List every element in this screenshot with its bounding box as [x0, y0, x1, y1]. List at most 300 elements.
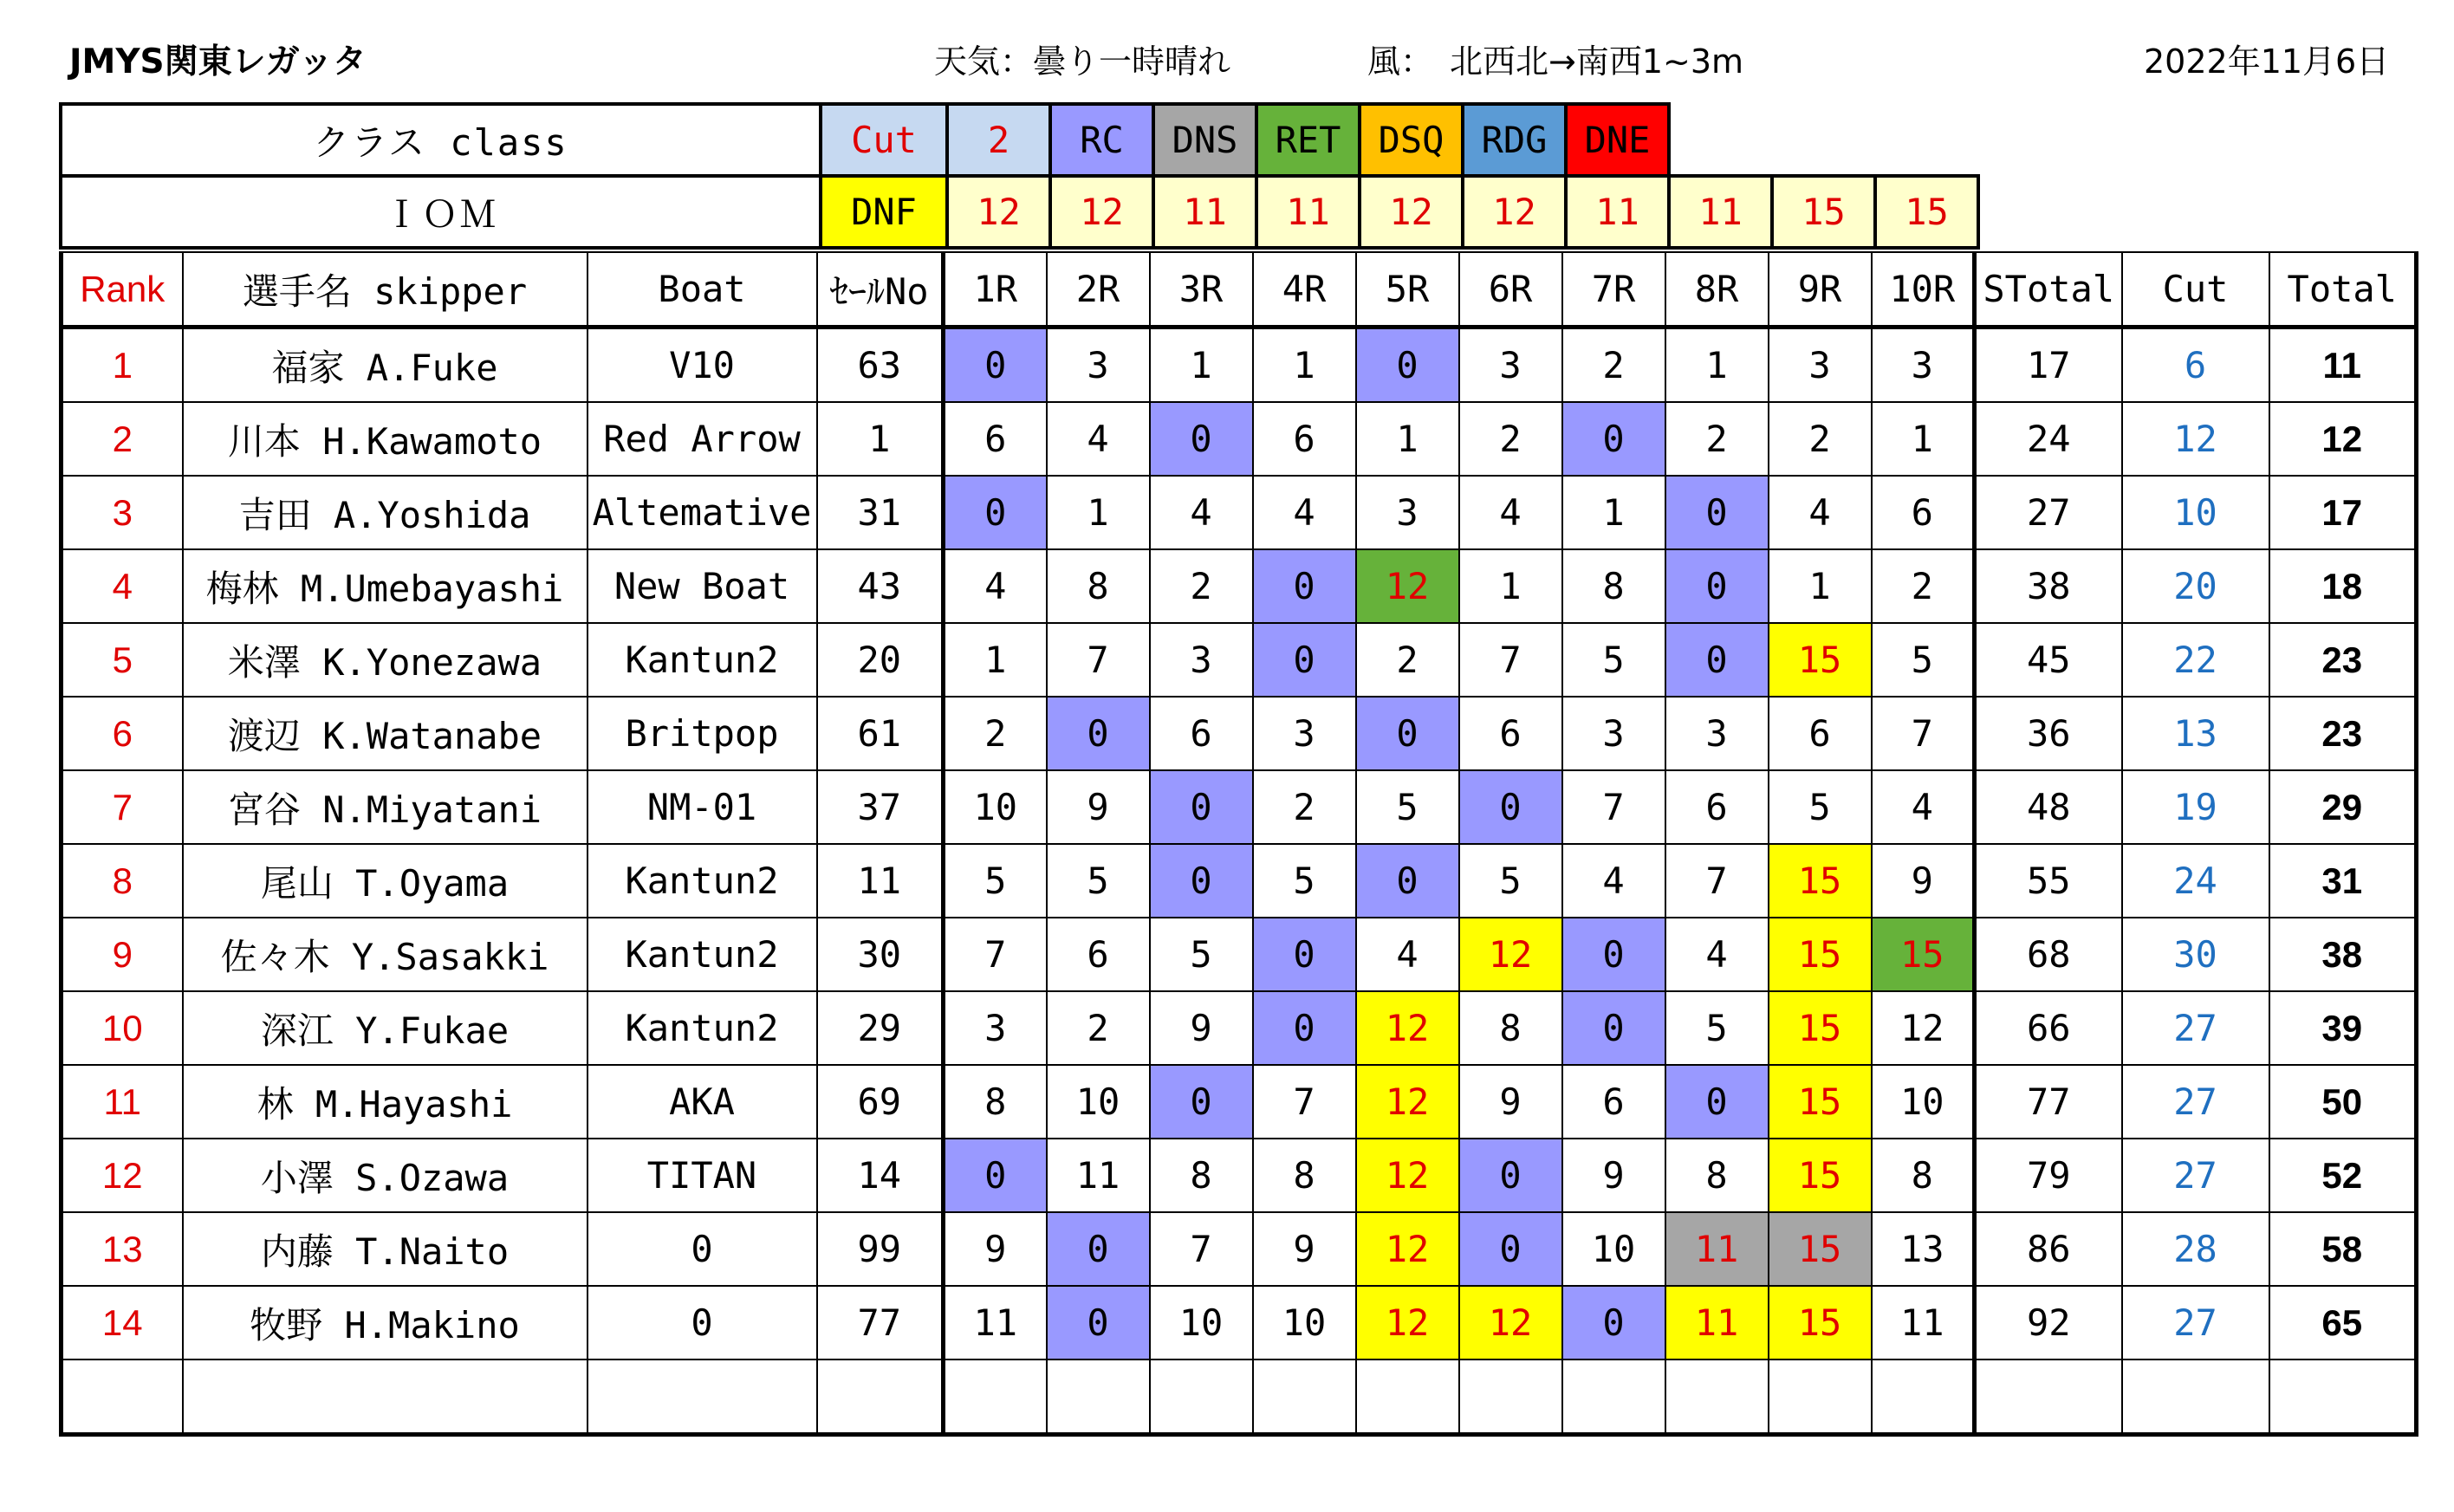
- race-score-cell: 4: [1356, 918, 1459, 991]
- race-score-cell: 0: [1459, 770, 1562, 844]
- race-score-cell: 6: [1665, 770, 1769, 844]
- cut-cell: 13: [2122, 697, 2269, 770]
- empty-cell: [1872, 1360, 1975, 1435]
- race-score-cell: 3: [944, 991, 1047, 1065]
- col-race-3: 3R: [1150, 252, 1253, 328]
- skipper-cell: 米澤 K.Yonezawa: [183, 623, 588, 697]
- result-row: [62, 402, 2417, 476]
- race-score-cell: 1: [1356, 402, 1459, 476]
- total-cell: 17: [2269, 476, 2417, 549]
- result-row: [62, 991, 2417, 1065]
- race-score-cell: 9: [1872, 844, 1975, 918]
- race-score-cell: 13: [1872, 1212, 1975, 1286]
- rank-cell: 14: [62, 1286, 183, 1360]
- legend-blank: [1772, 104, 1875, 176]
- cut-cell: 19: [2122, 770, 2269, 844]
- race-score-cell: 2: [1253, 770, 1356, 844]
- result-row: [62, 918, 2417, 991]
- cut-cell: 28: [2122, 1212, 2269, 1286]
- empty-cell: [1047, 1360, 1150, 1435]
- empty-cell: [183, 1360, 588, 1435]
- race-score-cell: 6: [1047, 918, 1150, 991]
- col-race-7: 7R: [1562, 252, 1665, 328]
- total-cell: 23: [2269, 697, 2417, 770]
- rank-cell: 4: [62, 549, 183, 623]
- boat-cell: Kantun2: [588, 991, 817, 1065]
- empty-cell: [1356, 1360, 1459, 1435]
- race-score-cell: 8: [1562, 549, 1665, 623]
- skipper-cell: 福家 A.Fuke: [183, 328, 588, 403]
- race-score-cell: 3: [1562, 697, 1665, 770]
- race-score-cell: 2: [1562, 328, 1665, 403]
- boat-cell: Altemative: [588, 476, 817, 549]
- dnf-value: 11: [1669, 176, 1772, 248]
- race-score-cell: 7: [1665, 844, 1769, 918]
- empty-cell: [1562, 1360, 1665, 1435]
- cut-cell: 6: [2122, 328, 2269, 403]
- race-score-cell: 11: [1665, 1212, 1769, 1286]
- header-row: [62, 252, 2417, 328]
- legend-rdg: RDG: [1463, 104, 1566, 176]
- total-cell: 12: [2269, 402, 2417, 476]
- race-score-cell: 3: [1872, 328, 1975, 403]
- stotal-cell: 38: [1975, 549, 2122, 623]
- race-score-cell: 6: [1872, 476, 1975, 549]
- class-row: [61, 176, 1978, 248]
- skipper-cell: 川本 H.Kawamoto: [183, 402, 588, 476]
- race-score-cell: 10: [1150, 1286, 1253, 1360]
- race-score-cell: 11: [1872, 1286, 1975, 1360]
- sail-number-cell: 63: [817, 328, 944, 403]
- cut-cell: 30: [2122, 918, 2269, 991]
- total-cell: 50: [2269, 1065, 2417, 1139]
- dnf-value: 15: [1875, 176, 1978, 248]
- stotal-cell: 77: [1975, 1065, 2122, 1139]
- empty-row: [62, 1360, 2417, 1435]
- stotal-cell: 86: [1975, 1212, 2122, 1286]
- race-score-cell: 10: [1562, 1212, 1665, 1286]
- race-score-cell: 15: [1769, 1139, 1872, 1212]
- race-score-cell: 6: [1562, 1065, 1665, 1139]
- stotal-cell: 66: [1975, 991, 2122, 1065]
- legend-ret: RET: [1256, 104, 1360, 176]
- race-score-cell: 4: [1150, 476, 1253, 549]
- race-score-cell: 6: [1150, 697, 1253, 770]
- race-score-cell: 0: [1665, 623, 1769, 697]
- race-score-cell: 7: [1047, 623, 1150, 697]
- legend-dsq: DSQ: [1360, 104, 1463, 176]
- col-stotal: STotal: [1975, 252, 2122, 328]
- skipper-cell: 佐々木 Y.Sasakki: [183, 918, 588, 991]
- stotal-cell: 48: [1975, 770, 2122, 844]
- race-score-cell: 3: [1253, 697, 1356, 770]
- result-row: [62, 549, 2417, 623]
- race-score-cell: 5: [1459, 844, 1562, 918]
- race-score-cell: 0: [1562, 918, 1665, 991]
- empty-cell: [817, 1360, 944, 1435]
- race-score-cell: 4: [1769, 476, 1872, 549]
- race-score-cell: 5: [1769, 770, 1872, 844]
- empty-cell: [588, 1360, 817, 1435]
- race-score-cell: 0: [1150, 1065, 1253, 1139]
- sail-number-cell: 61: [817, 697, 944, 770]
- total-cell: 31: [2269, 844, 2417, 918]
- sail-number-cell: 14: [817, 1139, 944, 1212]
- race-score-cell: 2: [1356, 623, 1459, 697]
- boat-cell: New Boat: [588, 549, 817, 623]
- race-score-cell: 0: [1665, 1065, 1769, 1139]
- race-score-cell: 0: [1047, 1212, 1150, 1286]
- race-score-cell: 1: [1562, 476, 1665, 549]
- dnf-value: 11: [1153, 176, 1256, 248]
- legend-blank: [1669, 104, 1772, 176]
- race-score-cell: 12: [1356, 1139, 1459, 1212]
- total-cell: 65: [2269, 1286, 2417, 1360]
- race-score-cell: 8: [1150, 1139, 1253, 1212]
- skipper-cell: 渡辺 K.Watanabe: [183, 697, 588, 770]
- boat-cell: TITAN: [588, 1139, 817, 1212]
- race-score-cell: 0: [1253, 918, 1356, 991]
- result-row: [62, 1065, 2417, 1139]
- col-race-9: 9R: [1769, 252, 1872, 328]
- race-score-cell: 8: [1253, 1139, 1356, 1212]
- sail-number-cell: 11: [817, 844, 944, 918]
- sail-number-cell: 30: [817, 918, 944, 991]
- col-race-10: 10R: [1872, 252, 1975, 328]
- results-table: [59, 251, 2418, 1437]
- stotal-cell: 27: [1975, 476, 2122, 549]
- col-race-2: 2R: [1047, 252, 1150, 328]
- race-score-cell: 0: [1459, 1139, 1562, 1212]
- race-score-cell: 3: [1769, 328, 1872, 403]
- class-legend-table: [59, 102, 1980, 250]
- empty-cell: [2269, 1360, 2417, 1435]
- race-score-cell: 12: [1356, 1212, 1459, 1286]
- race-score-cell: 3: [1459, 328, 1562, 403]
- race-score-cell: 11: [1047, 1139, 1150, 1212]
- stotal-cell: 36: [1975, 697, 2122, 770]
- total-cell: 52: [2269, 1139, 2417, 1212]
- race-score-cell: 10: [944, 770, 1047, 844]
- dnf-value: 11: [1256, 176, 1360, 248]
- cut-cell: 27: [2122, 1139, 2269, 1212]
- race-score-cell: 8: [1665, 1139, 1769, 1212]
- race-score-cell: 6: [1769, 697, 1872, 770]
- skipper-cell: 小澤 S.Ozawa: [183, 1139, 588, 1212]
- skipper-cell: 牧野 H.Makino: [183, 1286, 588, 1360]
- race-score-cell: 6: [1459, 697, 1562, 770]
- race-score-cell: 1: [1047, 476, 1150, 549]
- race-score-cell: 15: [1769, 844, 1872, 918]
- race-score-cell: 0: [1150, 844, 1253, 918]
- boat-cell: Kantun2: [588, 623, 817, 697]
- result-row: [62, 697, 2417, 770]
- rank-cell: 1: [62, 328, 183, 403]
- sail-number-cell: 99: [817, 1212, 944, 1286]
- race-score-cell: 12: [1872, 991, 1975, 1065]
- sail-number-cell: 29: [817, 991, 944, 1065]
- col-race-5: 5R: [1356, 252, 1459, 328]
- event-date: 2022年11月6日: [2144, 42, 2390, 81]
- col-total: Total: [2269, 252, 2417, 328]
- race-score-cell: 7: [1150, 1212, 1253, 1286]
- boat-cell: Kantun2: [588, 918, 817, 991]
- dnf-value: 12: [1360, 176, 1463, 248]
- rank-cell: 8: [62, 844, 183, 918]
- race-score-cell: 5: [1872, 623, 1975, 697]
- race-score-cell: 6: [1253, 402, 1356, 476]
- race-score-cell: 1: [1665, 328, 1769, 403]
- race-score-cell: 2: [1047, 991, 1150, 1065]
- race-score-cell: 12: [1356, 1286, 1459, 1360]
- skipper-cell: 尾山 T.Oyama: [183, 844, 588, 918]
- race-score-cell: 0: [1562, 1286, 1665, 1360]
- race-score-cell: 1: [1769, 549, 1872, 623]
- rank-cell: 7: [62, 770, 183, 844]
- race-score-cell: 2: [1150, 549, 1253, 623]
- rank-cell: 3: [62, 476, 183, 549]
- sail-number-cell: 31: [817, 476, 944, 549]
- race-score-cell: 9: [1150, 991, 1253, 1065]
- skipper-cell: 内藤 T.Naito: [183, 1212, 588, 1286]
- race-score-cell: 0: [1665, 549, 1769, 623]
- race-score-cell: 10: [1047, 1065, 1150, 1139]
- race-score-cell: 0: [944, 328, 1047, 403]
- race-score-cell: 3: [1356, 476, 1459, 549]
- stotal-cell: 17: [1975, 328, 2122, 403]
- race-score-cell: 5: [1356, 770, 1459, 844]
- race-score-cell: 15: [1769, 991, 1872, 1065]
- weather-info: 天気：曇り一時晴れ: [934, 42, 1231, 81]
- boat-cell: 0: [588, 1286, 817, 1360]
- race-score-cell: 5: [1665, 991, 1769, 1065]
- race-score-cell: 15: [1769, 918, 1872, 991]
- race-score-cell: 8: [1047, 549, 1150, 623]
- result-row: [62, 1286, 2417, 1360]
- race-score-cell: 0: [1150, 770, 1253, 844]
- boat-cell: NM-01: [588, 770, 817, 844]
- race-score-cell: 4: [944, 549, 1047, 623]
- race-score-cell: 1: [1253, 328, 1356, 403]
- race-score-cell: 5: [1150, 918, 1253, 991]
- race-score-cell: 4: [1459, 476, 1562, 549]
- dnf-value: 15: [1772, 176, 1875, 248]
- stotal-cell: 92: [1975, 1286, 2122, 1360]
- sail-number-cell: 43: [817, 549, 944, 623]
- race-score-cell: 15: [1872, 918, 1975, 991]
- rank-cell: 6: [62, 697, 183, 770]
- race-score-cell: 5: [944, 844, 1047, 918]
- dnf-value: 12: [1050, 176, 1153, 248]
- boat-cell: V10: [588, 328, 817, 403]
- result-row: [62, 1212, 2417, 1286]
- race-score-cell: 0: [1356, 328, 1459, 403]
- race-score-cell: 0: [1356, 697, 1459, 770]
- stotal-cell: 55: [1975, 844, 2122, 918]
- result-row: [62, 328, 2417, 403]
- race-score-cell: 3: [1150, 623, 1253, 697]
- dnf-value: 12: [947, 176, 1050, 248]
- rank-cell: 2: [62, 402, 183, 476]
- total-cell: 29: [2269, 770, 2417, 844]
- rank-cell: 5: [62, 623, 183, 697]
- race-score-cell: 7: [944, 918, 1047, 991]
- race-score-cell: 0: [1047, 1286, 1150, 1360]
- rank-cell: 11: [62, 1065, 183, 1139]
- race-score-cell: 12: [1356, 991, 1459, 1065]
- race-score-cell: 0: [1253, 623, 1356, 697]
- dnf-value: 11: [1566, 176, 1669, 248]
- legend-cut-value: 2: [947, 104, 1050, 176]
- cut-cell: 27: [2122, 1286, 2269, 1360]
- race-score-cell: 7: [1872, 697, 1975, 770]
- race-score-cell: 8: [1459, 991, 1562, 1065]
- race-score-cell: 1: [1459, 549, 1562, 623]
- class-label: クラス class: [61, 104, 821, 176]
- boat-cell: Red Arrow: [588, 402, 817, 476]
- stotal-cell: 68: [1975, 918, 2122, 991]
- race-score-cell: 0: [1150, 402, 1253, 476]
- wind-info: 風： 北西北→南西1~3m: [1367, 42, 1744, 81]
- result-row: [62, 623, 2417, 697]
- race-score-cell: 2: [1872, 549, 1975, 623]
- race-score-cell: 11: [1665, 1286, 1769, 1360]
- empty-cell: [62, 1360, 183, 1435]
- empty-cell: [944, 1360, 1047, 1435]
- race-score-cell: 15: [1769, 1212, 1872, 1286]
- sail-number-cell: 20: [817, 623, 944, 697]
- stotal-cell: 45: [1975, 623, 2122, 697]
- race-score-cell: 0: [1047, 697, 1150, 770]
- col-race-4: 4R: [1253, 252, 1356, 328]
- race-score-cell: 10: [1872, 1065, 1975, 1139]
- race-score-cell: 4: [1872, 770, 1975, 844]
- result-row: [62, 770, 2417, 844]
- race-score-cell: 12: [1356, 1065, 1459, 1139]
- sail-number-cell: 77: [817, 1286, 944, 1360]
- rank-cell: 12: [62, 1139, 183, 1212]
- cut-cell: 27: [2122, 991, 2269, 1065]
- skipper-cell: 梅林 M.Umebayashi: [183, 549, 588, 623]
- race-score-cell: 7: [1253, 1065, 1356, 1139]
- race-score-cell: 10: [1253, 1286, 1356, 1360]
- race-score-cell: 15: [1769, 1286, 1872, 1360]
- race-score-cell: 0: [1562, 402, 1665, 476]
- total-cell: 58: [2269, 1212, 2417, 1286]
- regatta-title: JMYS関東レガッタ: [69, 42, 367, 81]
- result-row: [62, 1139, 2417, 1212]
- total-cell: 11: [2269, 328, 2417, 403]
- race-score-cell: 5: [1047, 844, 1150, 918]
- race-score-cell: 12: [1459, 918, 1562, 991]
- cut-cell: 22: [2122, 623, 2269, 697]
- legend-rc: RC: [1050, 104, 1153, 176]
- race-score-cell: 2: [944, 697, 1047, 770]
- col-race-6: 6R: [1459, 252, 1562, 328]
- race-score-cell: 8: [944, 1065, 1047, 1139]
- sail-number-cell: 1: [817, 402, 944, 476]
- race-score-cell: 9: [1253, 1212, 1356, 1286]
- race-score-cell: 12: [1356, 549, 1459, 623]
- empty-cell: [1150, 1360, 1253, 1435]
- race-score-cell: 1: [944, 623, 1047, 697]
- col-cut: Cut: [2122, 252, 2269, 328]
- col-race-8: 8R: [1665, 252, 1769, 328]
- sail-number-cell: 37: [817, 770, 944, 844]
- col-boat: Boat: [588, 252, 817, 328]
- cut-cell: 27: [2122, 1065, 2269, 1139]
- race-score-cell: 11: [944, 1286, 1047, 1360]
- stotal-cell: 24: [1975, 402, 2122, 476]
- race-score-cell: 7: [1562, 770, 1665, 844]
- empty-cell: [1769, 1360, 1872, 1435]
- rank-cell: 10: [62, 991, 183, 1065]
- race-score-cell: 2: [1665, 402, 1769, 476]
- race-score-cell: 2: [1459, 402, 1562, 476]
- race-score-cell: 0: [944, 1139, 1047, 1212]
- dnf-label: DNF: [821, 176, 947, 248]
- skipper-cell: 深江 Y.Fukae: [183, 991, 588, 1065]
- race-score-cell: 2: [1769, 402, 1872, 476]
- sail-number-cell: 69: [817, 1065, 944, 1139]
- rank-cell: 13: [62, 1212, 183, 1286]
- boat-cell: Kantun2: [588, 844, 817, 918]
- race-score-cell: 15: [1769, 623, 1872, 697]
- race-score-cell: 1: [1150, 328, 1253, 403]
- race-score-cell: 9: [944, 1212, 1047, 1286]
- boat-cell: 0: [588, 1212, 817, 1286]
- race-score-cell: 8: [1872, 1139, 1975, 1212]
- total-cell: 23: [2269, 623, 2417, 697]
- race-score-cell: 4: [1665, 918, 1769, 991]
- boat-cell: AKA: [588, 1065, 817, 1139]
- race-score-cell: 4: [1253, 476, 1356, 549]
- cut-cell: 24: [2122, 844, 2269, 918]
- race-score-cell: 5: [1253, 844, 1356, 918]
- result-row: [62, 844, 2417, 918]
- empty-cell: [1459, 1360, 1562, 1435]
- empty-cell: [1253, 1360, 1356, 1435]
- race-score-cell: 0: [1253, 549, 1356, 623]
- race-score-cell: 9: [1562, 1139, 1665, 1212]
- legend-dns: DNS: [1153, 104, 1256, 176]
- skipper-cell: 林 M.Hayashi: [183, 1065, 588, 1139]
- col-race-1: 1R: [944, 252, 1047, 328]
- total-cell: 18: [2269, 549, 2417, 623]
- skipper-cell: 宮谷 N.Miyatani: [183, 770, 588, 844]
- col-skipper: 選手名 skipper: [183, 252, 588, 328]
- legend-dne: DNE: [1566, 104, 1669, 176]
- total-cell: 39: [2269, 991, 2417, 1065]
- skipper-cell: 吉田 A.Yoshida: [183, 476, 588, 549]
- boat-cell: Britpop: [588, 697, 817, 770]
- race-score-cell: 0: [1253, 991, 1356, 1065]
- stotal-cell: 79: [1975, 1139, 2122, 1212]
- result-row: [62, 476, 2417, 549]
- race-score-cell: 7: [1459, 623, 1562, 697]
- rank-cell: 9: [62, 918, 183, 991]
- race-score-cell: 0: [1356, 844, 1459, 918]
- race-score-cell: 5: [1562, 623, 1665, 697]
- empty-cell: [1975, 1360, 2122, 1435]
- dnf-value: 12: [1463, 176, 1566, 248]
- total-cell: 38: [2269, 918, 2417, 991]
- class-name: ＩＯＭ: [61, 176, 821, 248]
- race-score-cell: 0: [1665, 476, 1769, 549]
- race-score-cell: 0: [944, 476, 1047, 549]
- race-score-cell: 0: [1562, 991, 1665, 1065]
- race-score-cell: 15: [1769, 1065, 1872, 1139]
